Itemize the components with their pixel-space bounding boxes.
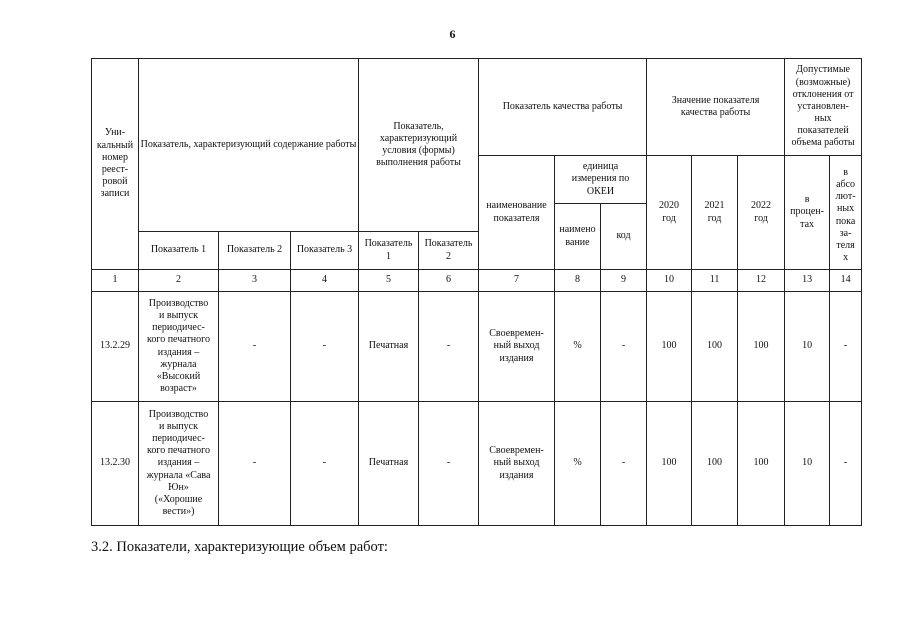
header-quality-value xyxy=(647,59,785,156)
header-indicator-3 xyxy=(291,232,359,270)
column-number: 5 xyxy=(359,270,419,292)
header-unit-name-text: наимено вание xyxy=(559,224,596,248)
column-number-row xyxy=(92,270,862,292)
content-indicator-3: - xyxy=(291,402,359,526)
column-number: 2 xyxy=(139,270,219,292)
registry-number: 13.2.30 xyxy=(92,402,139,526)
column-number: 12 xyxy=(738,270,785,292)
quality-indicator-name-text: Своевремен- ный выход издания xyxy=(489,328,544,364)
column-number: 13 xyxy=(785,270,830,292)
unit-name: % xyxy=(555,292,601,402)
unit-code: - xyxy=(601,292,647,402)
quality-indicators-table xyxy=(91,58,862,526)
condition-indicator-1: Печатная xyxy=(359,402,419,526)
quality-indicator-name xyxy=(479,292,555,402)
header-indicator-2-text: Показатель 2 xyxy=(226,244,283,256)
header-content-indicator xyxy=(139,59,359,232)
header-cond-indicator-1 xyxy=(359,232,419,270)
table-row xyxy=(92,292,862,402)
column-number: 1 xyxy=(92,270,139,292)
column-number: 7 xyxy=(479,270,555,292)
header-unit-okei-text: единица измерения по ОКЕИ xyxy=(571,161,630,197)
header-indicator-1 xyxy=(139,232,219,270)
header-year-2022-text: 2022 год xyxy=(751,200,772,224)
header-cond-indicator-2-text: Показатель 2 xyxy=(424,238,473,262)
content-indicator-1-text: Производство и выпуск периодичес- кого печатного издания – журнала «Сава Юн» («Хорошие вести») xyxy=(146,408,211,518)
content-indicator-1 xyxy=(139,292,219,402)
header-content-indicator-text: Показатель, характеризующий содержание работы xyxy=(140,138,357,150)
condition-indicator-2: - xyxy=(419,402,479,526)
header-indicator-name xyxy=(479,156,555,270)
header-quality-indicator xyxy=(479,59,647,156)
table-row xyxy=(92,402,862,526)
header-condition-indicator xyxy=(359,59,479,232)
header-unit-okei xyxy=(555,156,647,204)
column-number: 10 xyxy=(647,270,692,292)
header-unit-code xyxy=(601,204,647,270)
value-2020: 100 xyxy=(647,402,692,526)
value-2021: 100 xyxy=(692,402,738,526)
header-quality-value-text: Значение показателя качества работы xyxy=(671,94,760,118)
column-number: 11 xyxy=(692,270,738,292)
header-year-2022 xyxy=(738,156,785,270)
deviation-absolute: - xyxy=(830,292,862,402)
content-indicator-1-text: Производство и выпуск периодичес- кого печатного издания – журнала «Высокий возраст» xyxy=(146,297,211,395)
condition-indicator-2: - xyxy=(419,292,479,402)
column-number: 14 xyxy=(830,270,862,292)
deviation-percent: 10 xyxy=(785,292,830,402)
header-condition-indicator-text: Показатель, характеризующий условия (формы) выполнения работы xyxy=(376,120,461,169)
quality-indicator-name-text: Своевремен- ный выход издания xyxy=(489,445,544,481)
value-2020: 100 xyxy=(647,292,692,402)
header-deviations-text: Допустимые (возможные) отклонения от установлен- ных показателей объема работы xyxy=(791,64,855,149)
header-unit-code-text: код xyxy=(616,230,631,242)
column-number: 8 xyxy=(555,270,601,292)
header-indicator-1-text: Показатель 1 xyxy=(150,244,207,256)
page-number: 6 xyxy=(449,27,456,41)
content-indicator-1 xyxy=(139,402,219,526)
content-indicator-3: - xyxy=(291,292,359,402)
header-cond-indicator-2 xyxy=(419,232,479,270)
header-cond-indicator-1-text: Показатель 1 xyxy=(364,238,413,262)
value-2022: 100 xyxy=(738,292,785,402)
value-2021: 100 xyxy=(692,292,738,402)
column-number: 6 xyxy=(419,270,479,292)
condition-indicator-1: Печатная xyxy=(359,292,419,402)
header-in-percent xyxy=(785,156,830,270)
deviation-absolute: - xyxy=(830,402,862,526)
header-in-absolute xyxy=(830,156,862,270)
quality-indicator-name xyxy=(479,402,555,526)
section-title: 3.2. Показатели, характеризующие объем работ: xyxy=(91,539,388,555)
unit-name: % xyxy=(555,402,601,526)
header-indicator-2 xyxy=(219,232,291,270)
unit-code: - xyxy=(601,402,647,526)
header-in-percent-text: в процен- тах xyxy=(790,194,824,230)
header-unique-number xyxy=(92,59,139,270)
header-year-2021 xyxy=(692,156,738,270)
value-2022: 100 xyxy=(738,402,785,526)
header-indicator-name-text: наименование показателя xyxy=(486,200,547,224)
column-number: 9 xyxy=(601,270,647,292)
header-unit-name xyxy=(555,204,601,270)
column-number: 3 xyxy=(219,270,291,292)
header-deviations xyxy=(785,59,862,156)
header-unique-number-text: Уни- кальный номер реест- ровой записи xyxy=(96,127,134,200)
header-year-2021-text: 2021 год xyxy=(704,200,725,224)
header-in-absolute-text: в абсо лют- ных пока за- теля х xyxy=(835,166,856,264)
registry-number: 13.2.29 xyxy=(92,292,139,402)
column-number: 4 xyxy=(291,270,359,292)
content-indicator-2: - xyxy=(219,292,291,402)
header-year-2020 xyxy=(647,156,692,270)
content-indicator-2: - xyxy=(219,402,291,526)
header-year-2020-text: 2020 год xyxy=(659,200,680,224)
header-indicator-3-text: Показатель 3 xyxy=(296,244,353,256)
deviation-percent: 10 xyxy=(785,402,830,526)
header-quality-indicator-text: Показатель качества работы xyxy=(502,100,623,112)
